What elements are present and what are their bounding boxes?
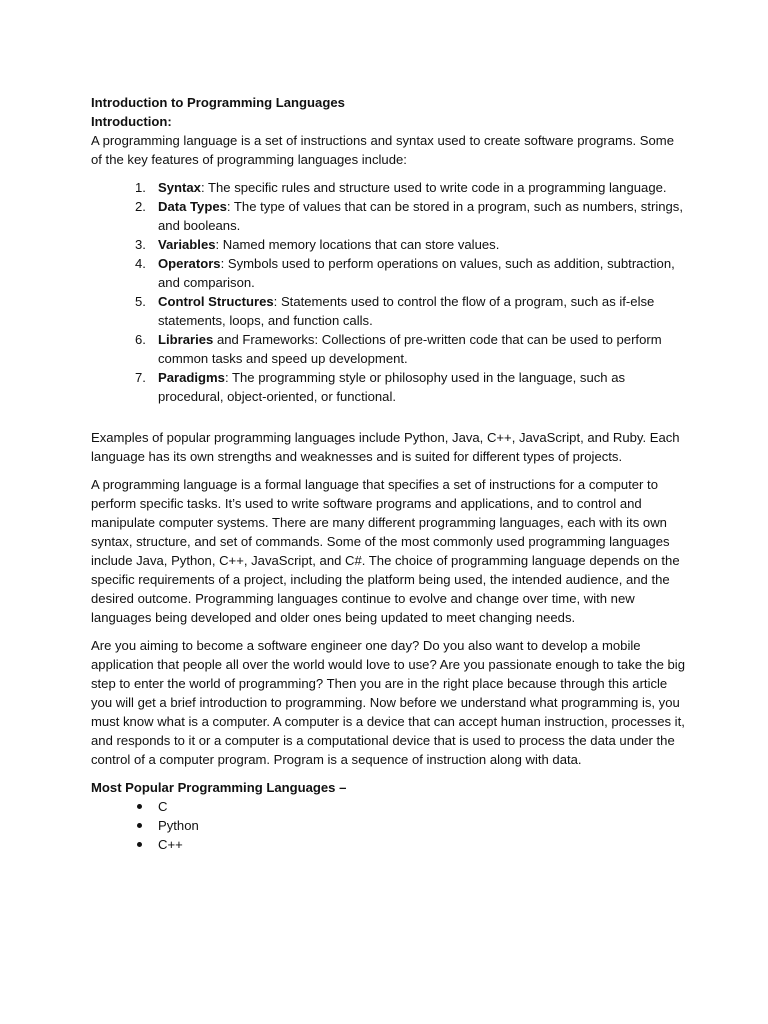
examples-paragraph: Examples of popular programming languages include Python, Java, C++, JavaScript, and Ruby. Each language has its own strengths and weaknesses and is suited for different types of projects. [91,430,680,464]
feature-description: : The type of values that can be stored in a program, such as numbers, strings, and booleans. [158,199,683,233]
feature-term: Control Structures [158,294,274,309]
list-number: 3. [135,237,146,252]
list-number: 2. [135,199,146,214]
popular-languages-list [91,797,686,854]
language-name: C [158,799,168,814]
feature-description: : Symbols used to perform operations on values, such as addition, subtraction, and comparison. [158,256,675,290]
list-number: 6. [135,332,146,347]
feature-description: : Statements used to control the flow of a program, such as if-else statements, loops, and function calls. [158,294,655,328]
feature-term: Paradigms [158,370,225,385]
list-item [91,330,686,368]
list-item [91,235,686,254]
list-item [91,797,686,816]
list-item [91,368,686,406]
computer-paragraph: Are you aiming to become a software engineer one day? Do you also want to develop a mobile application that people all over the world would love to use? Are you passionate enough to take the big step to enter the world of programming? Then you are in the right place because through this article you will get a brief introduction to programming. Now before we understand what programming is, you must know what is a computer. A computer is a device that can accept human instruction, processes it, and responds to it or a computer is a computational device that is used to process the data under the control of a computer program. Program is a sequence of instruction along with data. [91,638,685,767]
bullet-icon [137,842,142,847]
feature-description: : The programming style or philosophy used in the language, such as procedural, object-oriented, or functional. [158,370,626,404]
feature-description: : Named memory locations that can store values. [215,237,500,252]
section-heading-introduction: Introduction: [91,114,172,129]
language-name: Python [158,818,199,833]
intro-paragraph: A programming language is a set of instructions and syntax used to create software programs. Some of the key features of programming languages include: [91,133,674,167]
document-body [91,93,686,854]
feature-term: Libraries [158,332,214,347]
feature-term: Syntax [158,180,201,195]
language-name: C++ [158,837,183,852]
list-item [91,197,686,235]
list-number: 5. [135,294,146,309]
feature-term: Data Types [158,199,227,214]
list-item [91,254,686,292]
list-number: 1. [135,180,146,195]
feature-description: : The specific rules and structure used to write code in a programming language. [200,180,667,195]
feature-term: Operators [158,256,221,271]
feature-description: and Frameworks: Collections of pre-written code that can be used to perform common tasks and speed up development. [158,332,662,366]
features-list [91,178,686,406]
list-number: 4. [135,256,146,271]
bullet-icon [137,823,142,828]
list-item [91,292,686,330]
list-number: 7. [135,370,146,385]
list-item [91,816,686,835]
definition-paragraph: A programming language is a formal language that specifies a set of instructions for a computer to perform specific tasks. It’s used to write software programs and applications, and to control and manipulate computer systems. There are many different programming languages, each with its own syntax, structure, and set of commands. Some of the most commonly used programming languages include Java, Python, C++, JavaScript, and C#. The choice of programming language depends on the specific requirements of a project, including the platform being used, the intended audience, and the desired outcome. Programming languages continue to evolve and change over time, with new languages being developed and older ones being updated to meet changing needs. [91,477,680,625]
document-title: Introduction to Programming Languages [91,95,345,110]
list-item [91,178,686,197]
list-item [91,835,686,854]
popular-languages-heading: Most Popular Programming Languages – [91,780,347,795]
bullet-icon [137,804,142,809]
feature-term: Variables [158,237,216,252]
